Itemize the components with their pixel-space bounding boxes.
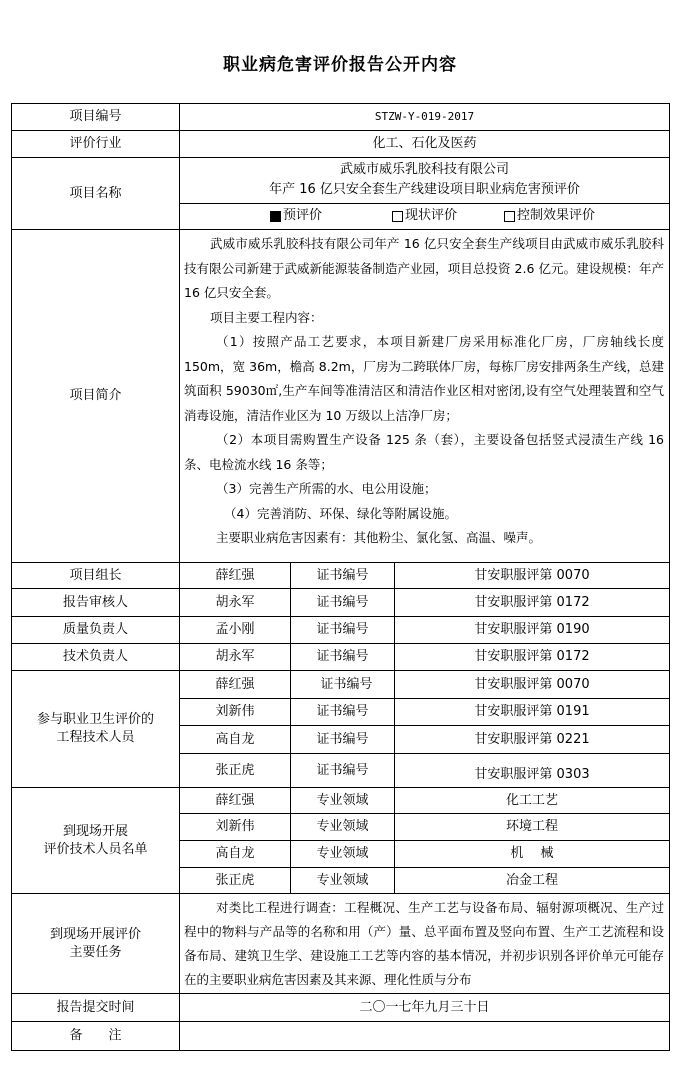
eval-type-label: 预评价 xyxy=(283,208,323,223)
tasks-text xyxy=(184,896,664,992)
project-full-name: 年产 16 亿只安全套生产线建设项目职业病危害预评价 xyxy=(269,182,580,197)
project-no-label: 项目编号 xyxy=(69,109,122,124)
tasks-label-line: 主要任务 xyxy=(69,944,122,960)
summary-paragraph: 主要职业病危害因素有：其他粉尘、氯化氢、高温、噪声。 xyxy=(216,530,542,545)
project-summary xyxy=(184,232,664,551)
staff-role: 质量负责人 xyxy=(62,622,128,637)
summary-paragraph: 项目主要工程内容： xyxy=(210,309,323,325)
onsite-field: 化工工艺 xyxy=(505,792,558,808)
participant-cert-no: 甘安职服评第 0191 xyxy=(474,704,590,719)
submit-date: 二〇一七年九月三十日 xyxy=(359,999,490,1015)
summary-paragraph: 武威市威乐乳胶科技有限公司年产 16 亿只安全套生产线项目由武威市威乐乳胶科技有限公司新建于武威新能源装备制造产业园，项目总投资 2.6 亿元。建设规模：年产 16 亿只安全套。 xyxy=(184,236,664,300)
participants-label-line: 参与职业卫生评价的 xyxy=(36,712,154,727)
onsite-label xyxy=(12,788,179,893)
eval-type-pre xyxy=(270,204,370,228)
staff-name: 胡永军 xyxy=(215,594,255,610)
onsite-field-key: 专业领域 xyxy=(316,872,369,888)
participant-name: 高自龙 xyxy=(215,731,255,747)
staff-cert-no: 甘安职服评第 0190 xyxy=(474,622,590,637)
summary-paragraph: （3）完善生产所需的水、电公用设施； xyxy=(216,481,437,496)
onsite-field-key: 专业领域 xyxy=(316,846,369,861)
participant-cert-key: 证书编号 xyxy=(316,762,369,778)
staff-name: 孟小刚 xyxy=(215,622,255,637)
staff-cert-key: 证书编号 xyxy=(316,622,369,637)
checkbox-empty-icon xyxy=(504,211,515,222)
document-title: 职业病危害评价报告公开内容 xyxy=(223,55,457,75)
onsite-label-line: 到现场开展 xyxy=(62,823,128,839)
participant-cert-no: 甘安职服评第 0221 xyxy=(474,731,590,747)
onsite-field: 冶金工程 xyxy=(505,872,558,888)
staff-role: 项目组长 xyxy=(69,567,122,583)
project-no-value: STZW-Y-019-2017 xyxy=(374,110,475,123)
onsite-field-key: 专业领域 xyxy=(316,819,369,834)
participant-cert-no: 甘安职服评第 0070 xyxy=(474,676,590,692)
staff-name: 胡永军 xyxy=(215,649,255,664)
tasks-paragraph: 对类比工程进行调查：工程概况、生产工艺与设备布局、辐射源项概况、生产过程中的物料与产品等的名称和用（产）量、总平面布置及竖向布置、生产工艺流程和设备布局、建筑卫生学、建设施工工艺等内容的基本情况，并初步识别各评价单元可能存在的主要职业病危害因素及其来源、理化性质与分布 xyxy=(184,900,664,987)
onsite-name: 刘新伟 xyxy=(215,819,255,834)
remarks-value xyxy=(180,1022,669,1050)
participant-name: 刘新伟 xyxy=(215,704,255,719)
staff-cert-key: 证书编号 xyxy=(316,594,369,610)
onsite-field: 环境工程 xyxy=(505,819,558,834)
tasks-label xyxy=(12,894,179,993)
participant-cert-no: 甘安职服评第 0303 xyxy=(474,766,590,782)
staff-cert-no: 甘安职服评第 0172 xyxy=(474,649,590,664)
remarks-label: 备 注 xyxy=(69,1028,122,1043)
staff-name: 薛红强 xyxy=(215,567,255,583)
checkbox-empty-icon xyxy=(392,211,403,222)
eval-type-label: 现状评价 xyxy=(405,208,458,223)
eval-type-label: 控制效果评价 xyxy=(517,208,596,223)
eval-type-status xyxy=(392,204,492,228)
industry-label: 评价行业 xyxy=(69,136,122,151)
onsite-field-key: 专业领域 xyxy=(316,792,369,808)
participant-name: 张正虎 xyxy=(215,762,255,778)
participants-label-line: 工程技术人员 xyxy=(56,730,135,745)
staff-cert-no: 甘安职服评第 0172 xyxy=(474,594,590,610)
staff-cert-key: 证书编号 xyxy=(316,649,369,664)
industry-value: 化工、石化及医药 xyxy=(372,136,477,151)
tasks-label-line: 到现场开展评价 xyxy=(49,926,141,942)
summary-paragraph: （2）本项目需购置生产设备 125 条（套），主要设备包括竖式浸渍生产线 16 条、电检流水线 16 条等； xyxy=(184,432,664,472)
staff-cert-key: 证书编号 xyxy=(316,567,369,583)
summary-paragraph: （4）完善消防、环保、绿化等附属设施。 xyxy=(224,505,457,521)
onsite-label-line: 评价技术人员名单 xyxy=(43,841,148,857)
participant-name: 薛红强 xyxy=(215,676,255,692)
staff-role: 报告审核人 xyxy=(62,594,128,610)
participant-cert-key: 证书编号 xyxy=(316,704,369,719)
staff-cert-no: 甘安职服评第 0070 xyxy=(474,567,590,583)
project-company-name: 武威市威乐乳胶科技有限公司 xyxy=(339,162,509,177)
onsite-name: 张正虎 xyxy=(215,872,255,888)
participants-label xyxy=(12,671,179,787)
summary-label: 项目简介 xyxy=(69,388,122,403)
eval-type-control xyxy=(504,204,644,228)
participant-cert-key: 证书编号 xyxy=(316,731,369,747)
onsite-name: 高自龙 xyxy=(215,846,255,861)
submit-label: 报告提交时间 xyxy=(56,999,135,1015)
checkbox-checked-icon xyxy=(270,211,281,222)
staff-role: 技术负责人 xyxy=(62,649,128,664)
onsite-field: 机 械 xyxy=(510,846,554,861)
project-name-label: 项目名称 xyxy=(69,185,122,201)
onsite-name: 薛红强 xyxy=(215,792,255,808)
summary-paragraph: （1）按照产品工艺要求，本项目新建厂房采用标准化厂房，厂房轴线长度150m，宽 36m，檐高 8.2m，厂房为二跨联体厂房，每栋厂房安排两条生产线，总建筑面积 59030㎡,生产车间等准清洁区和清洁作业区相对密闭,设有空气处理装置和空气消毒设施，清洁作业区为 10 万级以上洁净厂房； xyxy=(184,334,664,423)
participant-cert-key: 证书编号 xyxy=(320,676,373,692)
